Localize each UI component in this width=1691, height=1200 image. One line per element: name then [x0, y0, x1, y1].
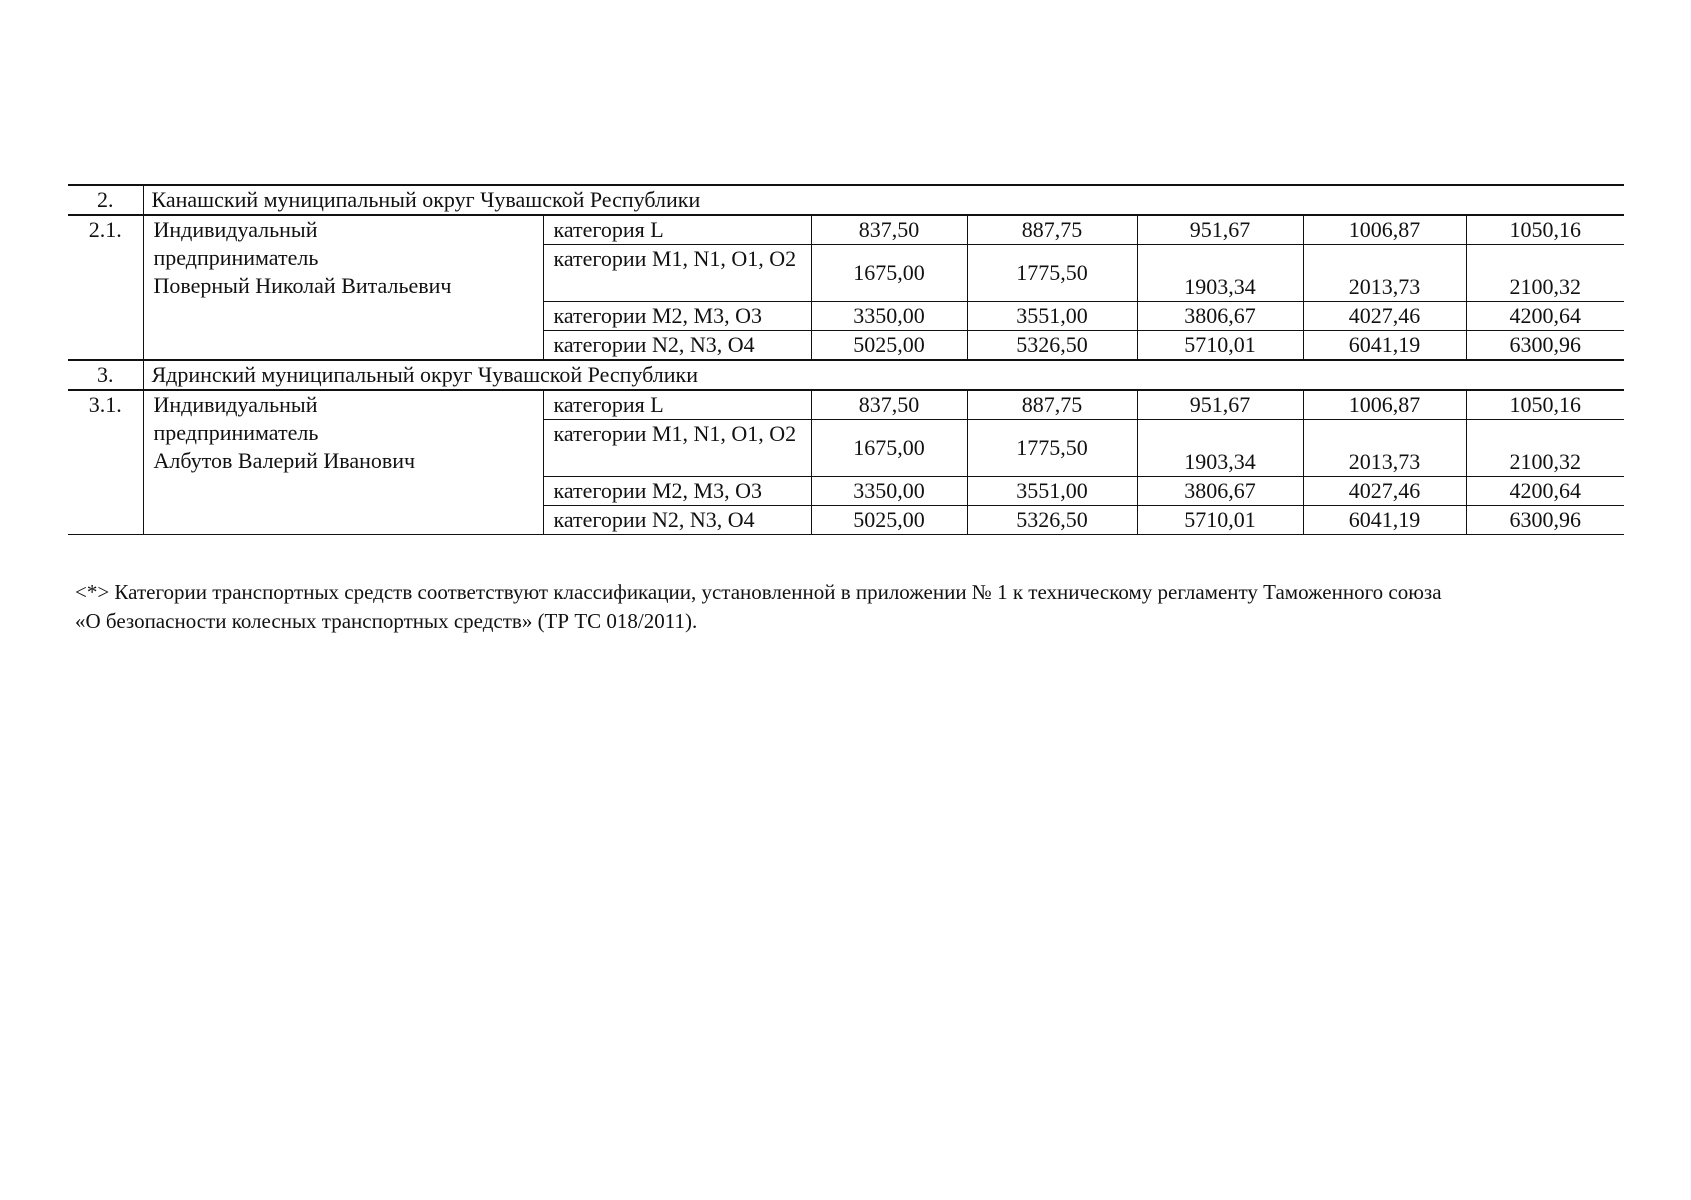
price-cell: 3806,67	[1137, 477, 1303, 506]
price-cell: 2013,73	[1303, 245, 1466, 302]
table-row	[68, 215, 1624, 245]
entrepreneur-name: Поверный Николай Витальевич	[153, 273, 452, 298]
category-label: категории N2, N3, O4	[543, 506, 811, 535]
entrepreneur-type: Индивидуальный	[153, 217, 318, 242]
footnote	[75, 578, 1595, 636]
entry-number: 3.1.	[68, 390, 143, 535]
price-cell: 6300,96	[1466, 506, 1624, 535]
table-row	[68, 390, 1624, 420]
price-cell: 1903,34	[1137, 420, 1303, 477]
price-cell: 6041,19	[1303, 331, 1466, 361]
category-label: категории M1, N1, O1, O2	[543, 245, 811, 302]
price-cell: 5326,50	[967, 331, 1137, 361]
price-cell: 4027,46	[1303, 302, 1466, 331]
price-cell: 951,67	[1137, 390, 1303, 420]
entrepreneur-type: Индивидуальный	[153, 392, 318, 417]
price-cell: 1050,16	[1466, 215, 1624, 245]
price-cell: 3551,00	[967, 302, 1137, 331]
region-number: 3.	[68, 360, 143, 390]
price-cell: 5025,00	[811, 506, 967, 535]
category-label: категории M1, N1, O1, O2	[543, 420, 811, 477]
price-cell: 837,50	[811, 390, 967, 420]
price-cell: 1775,50	[967, 245, 1137, 302]
category-label: категория L	[543, 215, 811, 245]
category-label: категории M2, M3, O3	[543, 477, 811, 506]
price-cell: 887,75	[967, 390, 1137, 420]
price-cell: 1675,00	[811, 245, 967, 302]
entry-number: 2.1.	[68, 215, 143, 360]
price-cell: 2100,32	[1466, 245, 1624, 302]
price-cell: 6300,96	[1466, 331, 1624, 361]
category-label: категории M2, M3, O3	[543, 302, 811, 331]
price-cell: 3806,67	[1137, 302, 1303, 331]
entrepreneur-type-cont: предприниматель	[153, 245, 319, 270]
price-cell: 1775,50	[967, 420, 1137, 477]
price-cell: 3350,00	[811, 477, 967, 506]
entrepreneur-type-cont: предприниматель	[153, 420, 319, 445]
entrepreneur-cell	[143, 390, 543, 535]
tariff-table	[68, 184, 1624, 535]
price-cell: 2100,32	[1466, 420, 1624, 477]
price-cell: 4200,64	[1466, 302, 1624, 331]
price-cell: 1006,87	[1303, 390, 1466, 420]
price-cell: 4200,64	[1466, 477, 1624, 506]
region-number: 2.	[68, 185, 143, 215]
entrepreneur-cell	[143, 215, 543, 360]
price-cell: 3350,00	[811, 302, 967, 331]
region-name: Ядринский муниципальный округ Чувашской Республики	[143, 360, 1624, 390]
price-cell: 1903,34	[1137, 245, 1303, 302]
category-label: категории N2, N3, O4	[543, 331, 811, 361]
region-row	[68, 185, 1624, 215]
region-name: Канашский муниципальный округ Чувашской Республики	[143, 185, 1624, 215]
price-cell: 6041,19	[1303, 506, 1466, 535]
price-cell: 5710,01	[1137, 506, 1303, 535]
price-cell: 887,75	[967, 215, 1137, 245]
price-cell: 1675,00	[811, 420, 967, 477]
price-cell: 3551,00	[967, 477, 1137, 506]
price-cell: 1050,16	[1466, 390, 1624, 420]
price-cell: 5710,01	[1137, 331, 1303, 361]
region-row	[68, 360, 1624, 390]
price-cell: 5025,00	[811, 331, 967, 361]
price-cell: 951,67	[1137, 215, 1303, 245]
price-cell: 5326,50	[967, 506, 1137, 535]
category-label: категория L	[543, 390, 811, 420]
price-cell: 4027,46	[1303, 477, 1466, 506]
footnote-line-2: «О безопасности колесных транспортных средств» (ТР ТС 018/2011).	[75, 609, 698, 633]
price-cell: 837,50	[811, 215, 967, 245]
price-cell: 1006,87	[1303, 215, 1466, 245]
price-cell: 2013,73	[1303, 420, 1466, 477]
entrepreneur-name: Албутов Валерий Иванович	[153, 448, 416, 473]
footnote-line-1: <*> Категории транспортных средств соответствуют классификации, установленной в приложении № 1 к техническому регламенту Таможенного союза	[75, 580, 1442, 604]
